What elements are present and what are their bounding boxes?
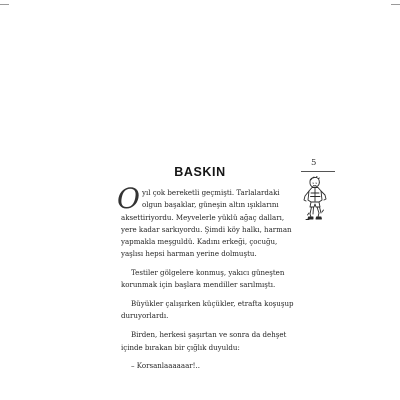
- crop-mark-right: [391, 4, 400, 5]
- paragraph-2: Testiler gölgelere konmuş, yakıcı güneşten korunmak için başlara mendiller sarılmıştı.: [121, 268, 285, 290]
- story-body: [117, 182, 301, 379]
- page-number-rule: [301, 171, 335, 172]
- page-number: 5: [311, 158, 317, 168]
- paragraph-1: [117, 182, 301, 261]
- dropcap-letter: O: [117, 182, 140, 215]
- chapter-title: BASKIN: [174, 165, 226, 179]
- paragraph-3: Büyükler çalışırken küçükler, etrafta koşuşup duruyorlardı.: [121, 299, 294, 321]
- running-boy-sketch-icon: [298, 175, 332, 223]
- paragraph-5: – Korsanlaaaaaar!..: [131, 361, 200, 371]
- paragraph-1-text: yıl çok bereketli geçmişti. Tarlalardaki olgun başaklar, güneşin altın ışıklarını aksettiriyordu. Meyvelerle yüklü ağaç dalları, yere kadar sarkıyordu. Şimdi köy halkı, harman yapmakla meşguldü. Kadını erkeği, çocuğu, yaşlısı hepsi harman yerine dolmuştu.: [121, 188, 292, 259]
- crop-mark-left: [0, 4, 9, 5]
- paragraph-4: Birden, herkesi şaşırtan ve sonra da dehşet içinde bırakan bir çığlık duyuldu:: [121, 330, 287, 352]
